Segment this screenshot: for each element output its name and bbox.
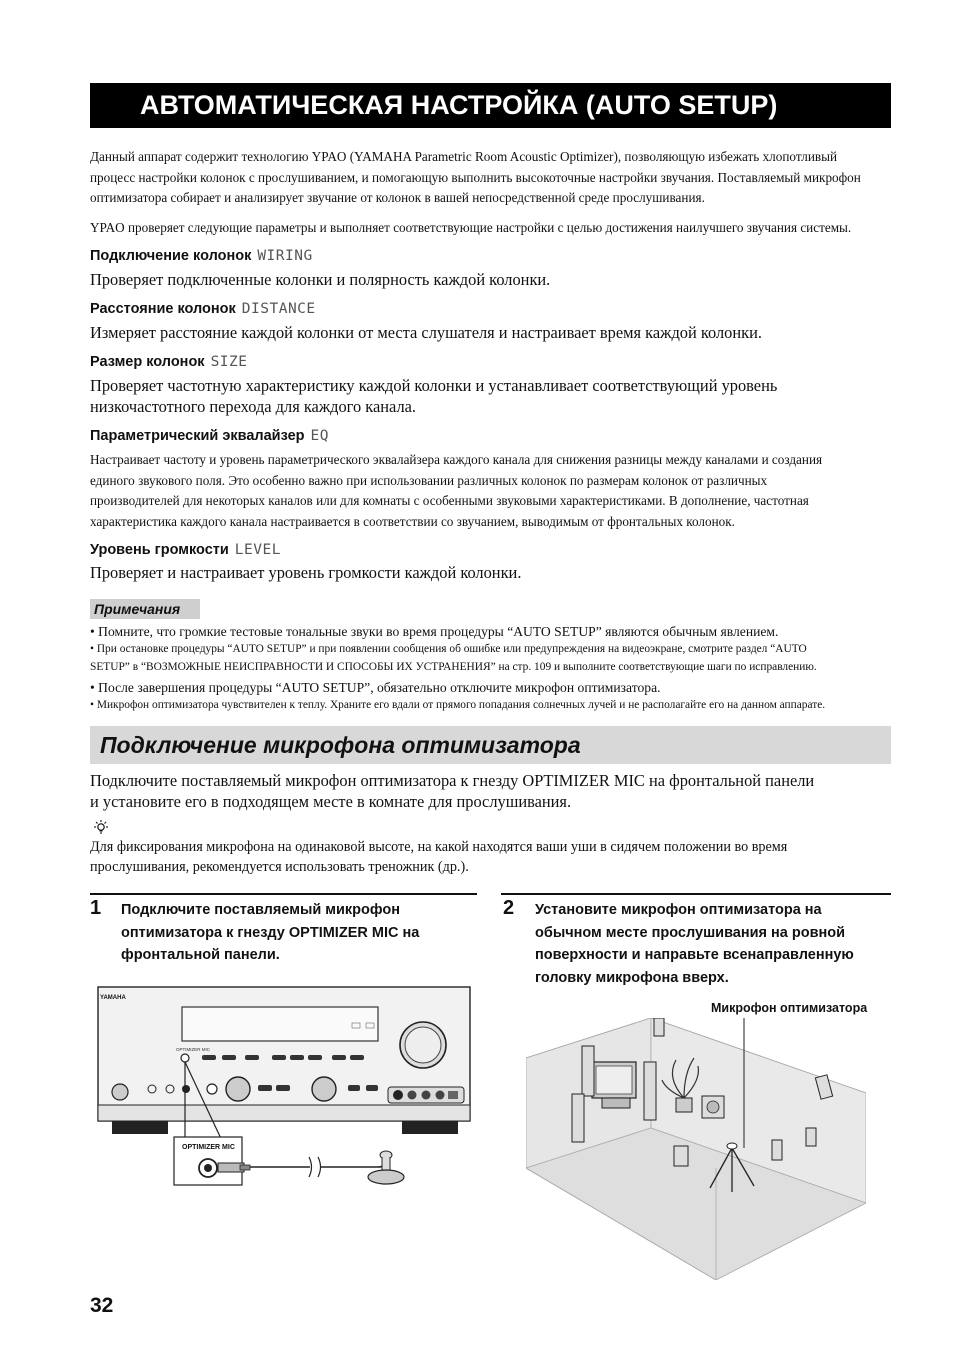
param-wiring-text: Проверяет подключенные колонки и полярность каждой колонки.: [90, 270, 551, 289]
section-text: Подключите поставляемый микрофон оптимизатора к гнезду OPTIMIZER MIC на фронтальной панели и установите его в подходящем месте в комнате для прослушивания.: [90, 771, 815, 811]
optimizer-mic-label: Микрофон оптимизатора: [711, 1001, 868, 1015]
param-eq-heading: Параметрический эквалайзер EQ: [90, 428, 329, 444]
param-level-heading: Уровень громкости LEVEL: [90, 542, 281, 558]
tip-text: Для фиксирования микрофона на одинаковой высоте, на какой находятся ваши уши в сидячем положении во время прослушивания, рекомендуется использовать треножник (др.).: [90, 839, 788, 875]
receiver-illustration: [90, 985, 480, 1190]
note-item-3: • После завершения процедуры “AUTO SETUP”, обязательно отключите микрофон оптимизатора.: [90, 680, 661, 695]
receiver-figure: [90, 985, 480, 1190]
page-number: 32: [90, 1294, 114, 1317]
step-2-rule: [501, 893, 891, 895]
notes-label: Примечания: [90, 599, 200, 619]
receiver-optimizer-jack-label: OPTIMIZER MIC: [176, 1047, 210, 1052]
param-size-text: Проверяет частотную характеристику каждой колонки и устанавливает соответствующий уровень низкочастотного перехода для каждого канала.: [90, 376, 778, 416]
lightbulb-tip-icon: [90, 819, 112, 835]
optimizer-mic-callout-label: OPTIMIZER MIC: [182, 1144, 235, 1151]
note-item-2b: SETUP” в “ВОЗМОЖНЫЕ НЕИСПРАВНОСТИ И СПОСОБЫ ИХ УСТРАНЕНИЯ” на стр. 109 и выполните соответствующие шаги по исправлению.: [90, 661, 817, 673]
intro-paragraph-1: Данный аппарат содержит технологию YPAO (YAMAHA Parametric Room Acoustic Optimizer), позволяющую избежать хлопотливый процесс настройки колонок с прослушиванием, и помогающую выполнить высокоточные настройки звучания. Поставляемый микрофон оптимизатора собирает и анализирует звучание от колонок в вашей непосредственной среде прослушивания.: [90, 149, 861, 205]
param-size-heading: Размер колонок SIZE: [90, 354, 248, 370]
step-2-text: Установите микрофон оптимизатора на обычном месте прослушивания на ровной поверхности и направьте всенаправленную головку микрофона вверх.: [535, 902, 854, 986]
intro-paragraph-2: YPAO проверяет следующие параметры и выполняет соответствующие настройки с целью достижения наилучшего звучания системы.: [90, 220, 852, 235]
param-distance-heading: Расстояние колонок DISTANCE: [90, 301, 316, 317]
room-illustration: [526, 1018, 866, 1280]
step-1-text: Подключите поставляемый микрофон оптимизатора к гнезду OPTIMIZER MIC на фронтальной панели.: [121, 902, 420, 963]
param-level-text: Проверяет и настраивает уровень громкости каждой колонки.: [90, 563, 522, 582]
note-item-4: • Микрофон оптимизатора чувствителен к теплу. Храните его вдали от прямого попадания солнечных лучей и не располагайте его на данном аппарате.: [90, 699, 826, 711]
step-1-rule: [90, 893, 477, 895]
note-item-1: • Помните, что громкие тестовые тональные звуки во время процедуры “AUTO SETUP” являются обычным явлением.: [90, 624, 779, 639]
step-1-number: 1: [90, 897, 102, 919]
note-item-2a: • При остановке процедуры “AUTO SETUP” и при появлении сообщения об ошибке или предупреждения на видеоэкране, смотрите раздел “AUTO: [90, 643, 807, 655]
param-eq-text: Настраивает частоту и уровень параметрического эквалайзера каждого канала для снижения разницы между каналами и создания единого звукового поля. Это особенно важно при использовании различных колонок по размерам колонок от различных производителей для некоторых каналов или для комнаты с особенными звуковыми характеристиками. В дополнение, частотная характеристика каждого канала настраивается в соответствии со звучанием, выводимым от фронтальных колонок.: [90, 452, 823, 529]
param-wiring-heading: Подключение колонок WIRING: [90, 248, 313, 264]
step-2-number: 2: [503, 897, 515, 919]
receiver-brand-logo: YAMAHA: [100, 995, 126, 1001]
param-distance-text: Измеряет расстояние каждой колонки от места слушателя и настраивает время каждой колонки.: [90, 323, 762, 342]
page-title: АВТОМАТИЧЕСКАЯ НАСТРОЙКА (AUTO SETUP): [90, 83, 891, 128]
section-heading: Подключение микрофона оптимизатора: [90, 726, 891, 764]
